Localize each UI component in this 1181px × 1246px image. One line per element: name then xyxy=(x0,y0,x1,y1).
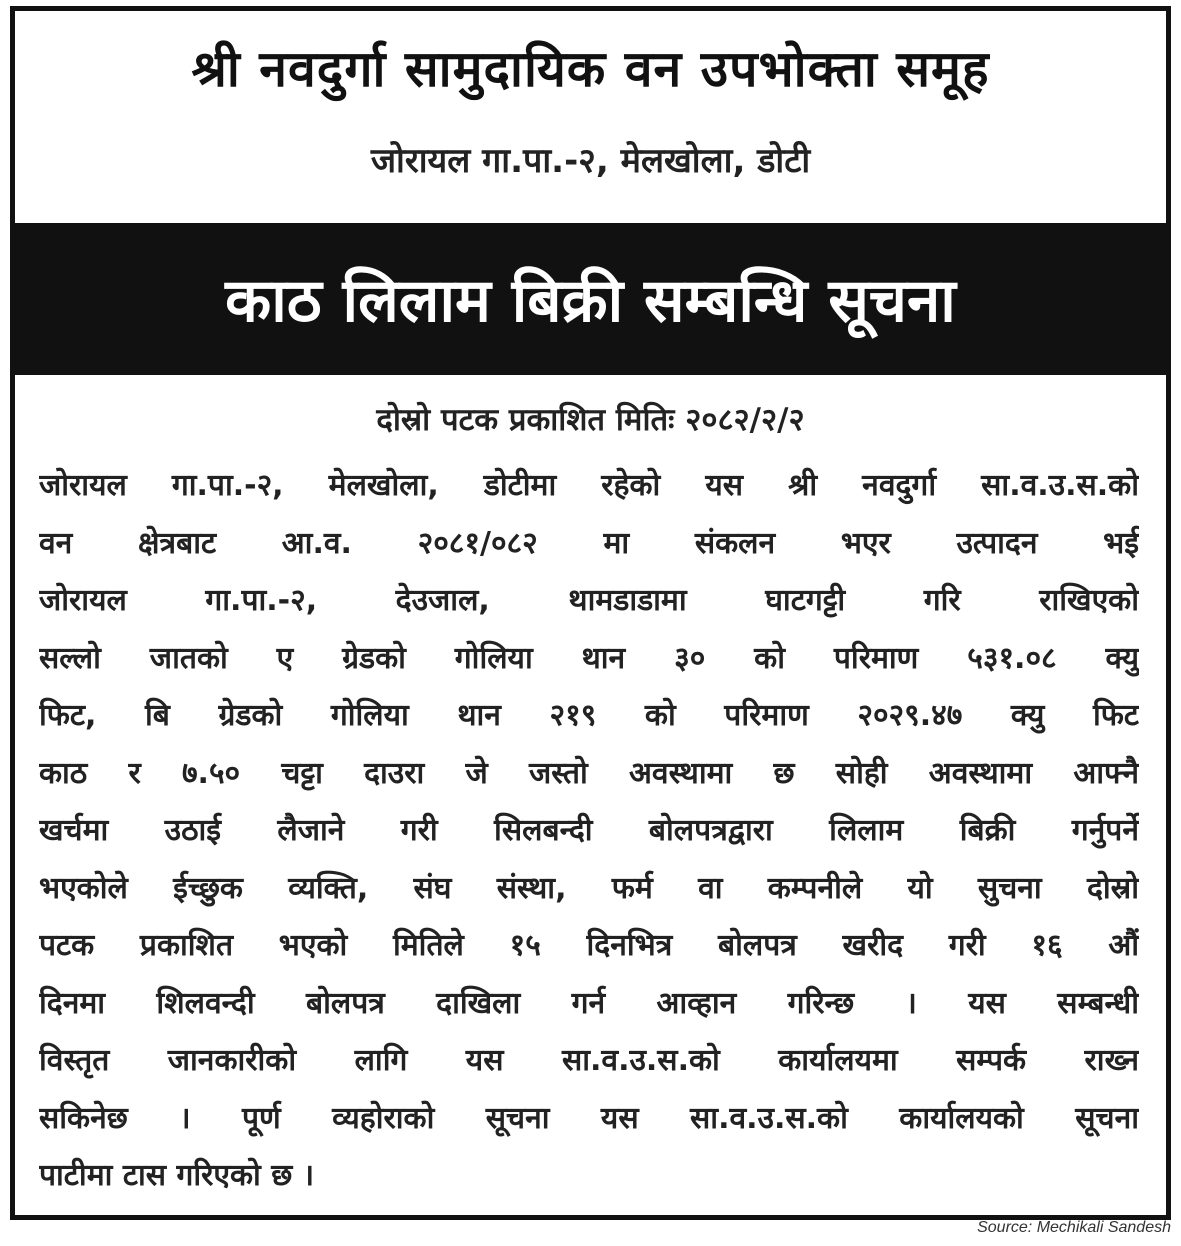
body-line: दिनमा शिलवन्दी बोलपत्र दाखिला गर्न आव्हान गरिन्छ । यस सम्बन्धी xyxy=(39,985,1139,1021)
notice-title: काठ लिलाम बिक्री सम्बन्धि सूचना xyxy=(225,266,956,336)
body-line: फिट, बि ग्रेडको गोलिया थान २१९ को परिमाण २०२९.४७ क्यु फिट xyxy=(39,698,1139,733)
notice-frame xyxy=(10,6,1171,1220)
body-line: सल्लो जातको ए ग्रेडको गोलिया थान ३० को परिमाण ५३१.०८ क्यु xyxy=(39,640,1139,676)
body-line: पाटीमा टास गरिएको छ । xyxy=(39,1158,315,1193)
body-line: काठ र ७.५० चट्टा दाउरा जे जस्तो अवस्थामा छ सोही अवस्थामा आफ्नै xyxy=(39,755,1139,791)
body-line: भएकोले ईच्छुक व्यक्ति, संघ संस्था, फर्म वा कम्पनीले यो सुचना दोस्रो xyxy=(39,870,1139,906)
title-band xyxy=(15,223,1166,375)
org-name: श्री नवदुर्गा सामुदायिक वन उपभोक्ता समूह xyxy=(191,40,990,98)
body-line: सकिनेछ । पूर्ण व्यहोराको सूचना यस सा.व.उ.स.को कार्यालयको सूचना xyxy=(39,1100,1139,1136)
body-line: वन क्षेत्रबाट आ.व. २०८१/०८२ मा संकलन भएर उत्पादन भई xyxy=(39,525,1139,561)
publish-date: दोस्रो पटक प्रकाशित मितिः २०८२/२/२ xyxy=(376,402,805,438)
body-line: जोरायल गा.पा.-२, देउजाल, थामडाडामा घाटगट्टी गरि राखिएको xyxy=(39,583,1139,618)
notice-body xyxy=(39,457,1139,1205)
body-line: खर्चमा उठाई लैजाने गरी सिलबन्दी बोलपत्रद्वारा लिलाम बिक्री गर्नुपर्ने xyxy=(39,813,1139,848)
body-line: विस्तृत जानकारीको लागि यस सा.व.उ.स.को कार्यालयमा सम्पर्क राख्न xyxy=(39,1043,1139,1078)
body-line: जोरायल गा.पा.-२, मेलखोला, डोटीमा रहेको यस श्री नवदुर्गा सा.व.उ.स.को xyxy=(39,468,1139,503)
body-line: पटक प्रकाशित भएको मितिले १५ दिनभित्र बोलपत्र खरीद गरी १६ औं xyxy=(39,928,1139,963)
org-address: जोरायल गा.पा.-२, मेलखोला, डोटी xyxy=(370,141,811,181)
source-credit: Source: Mechikali Sandesh xyxy=(977,1219,1171,1236)
